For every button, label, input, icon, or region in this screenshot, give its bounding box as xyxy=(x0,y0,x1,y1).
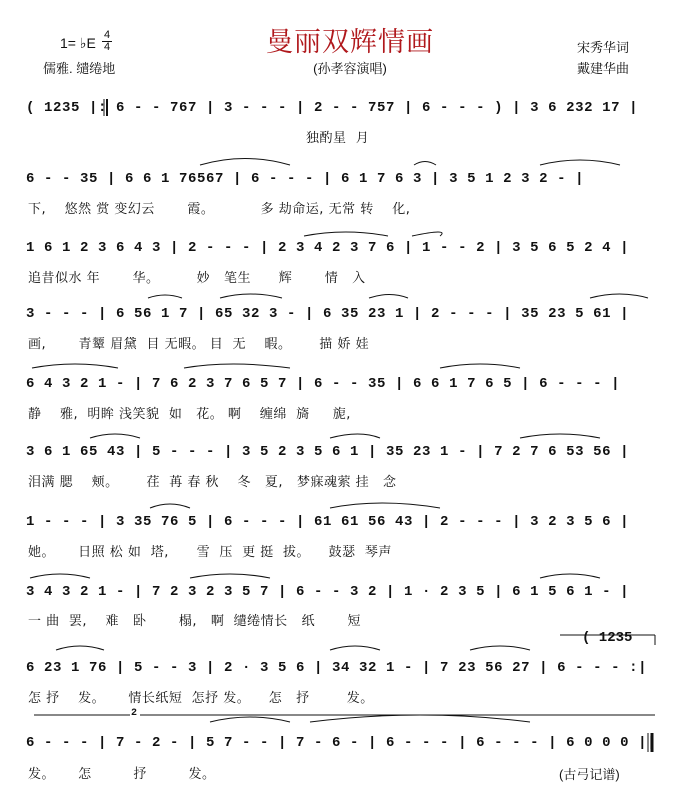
system-8-lyrics: 一 曲 罢, 难 卧 榻, 啊 缱绻情长 纸 短 xyxy=(28,614,361,629)
system-4-lyrics: 画, 青颦 眉黛 目 无暇。 目 无 暇。 描 娇 娃 xyxy=(28,337,370,352)
tempo-mood-marking: 儒雅. 缱绻地 xyxy=(43,61,116,76)
time-signature-bottom: 4 xyxy=(103,41,111,53)
system-1-lyrics: 独酌星 月 xyxy=(28,131,370,146)
time-signature xyxy=(102,30,112,53)
system-9-notes: 6 23 1 76 | 5 - - 3 | 2 · 3 5 6 | 34 32 1 - | 7 23 56 27 | 6 - - - :| xyxy=(26,660,648,676)
system-5-lyrics: 静 雅, 明眸 浅笑貌 如 花。 啊 缠绵 旖 旎, xyxy=(28,407,351,422)
system-3-notes: 1 6 1 2 3 6 4 3 | 2 - - - | 2 3 4 2 3 7 6 | 1 - - 2 | 3 5 6 5 2 4 | xyxy=(26,240,630,256)
time-signature-top: 4 xyxy=(103,29,111,41)
transcriber-credit: (古弓记谱) xyxy=(559,767,620,782)
system-2-notes: 6 - - 35 | 6 6 1 76567 | 6 - - - | 6 1 7 6 3 | 3 5 1 2 3 2 - | xyxy=(26,171,585,187)
system-8-notes: 3 4 3 2 1 - | 7 2 3 2 3 5 7 | 6 - - 3 2 | 1 · 2 3 5 | 6 1 5 6 1 - | xyxy=(26,584,630,600)
key-signature: 1= ♭E xyxy=(60,35,96,51)
system-1-notes: ( 1235 |: 6 - - 767 | 3 - - - | 2 - - 757 | 6 - - - ) | 3 6 232 17 | xyxy=(26,100,639,116)
singer-credit: (孙孝容演唱) xyxy=(313,61,387,76)
system-10-notes: 6 - - - | 7 - 2 - | 5 7 - - | 7 - 6 - | 6 - - - | 6 - - - | 6 0 0 0 || xyxy=(26,735,657,751)
system-4-notes: 3 - - - | 6 56 1 7 | 65 32 3 - | 6 35 23 1 | 2 - - - | 35 23 5 61 | xyxy=(26,306,630,322)
system-5-notes: 6 4 3 2 1 - | 7 6 2 3 7 6 5 7 | 6 - - 35 | 6 6 1 7 6 5 | 6 - - - | xyxy=(26,376,621,392)
song-title: 曼丽双辉情画 xyxy=(266,27,434,58)
composer-credit: 戴建华曲 xyxy=(577,61,630,76)
system-7-notes: 1 - - - | 3 35 76 5 | 6 - - - | 61 61 56 43 | 2 - - - | 3 2 3 5 6 | xyxy=(26,514,630,530)
system-3-lyrics: 追昔似水 年 华。 妙 笔生 辉 情 入 xyxy=(28,271,366,286)
lyricist-credit: 宋秀华词 xyxy=(577,40,630,55)
system-6-lyrics: 泪满 腮 颊。 荏 苒 春 秋 冬 夏, 梦寐魂萦 挂 念 xyxy=(28,475,397,490)
system-2-lyrics: 下, 悠然 赏 变幻云 霞。 多 劫命运, 无常 转 化, xyxy=(28,202,411,217)
repeat-intro-marking: ( 1235 xyxy=(582,630,633,646)
system-10-lyrics: 发。 怎 抒 发。 xyxy=(28,767,216,782)
system-9-lyrics: 怎 抒 发。 情长纸短 怎抒 发。 怎 抒 发。 xyxy=(28,691,374,706)
volta-number: 2 xyxy=(131,708,138,719)
system-7-lyrics: 她。 日照 松 如 塔, 雪 压 更 挺 拔。 鼓瑟 琴声 xyxy=(28,545,392,560)
system-6-notes: 3 6 1 65 43 | 5 - - - | 3 5 2 3 5 6 1 | 35 23 1 - | 7 2 7 6 53 56 | xyxy=(26,444,630,460)
